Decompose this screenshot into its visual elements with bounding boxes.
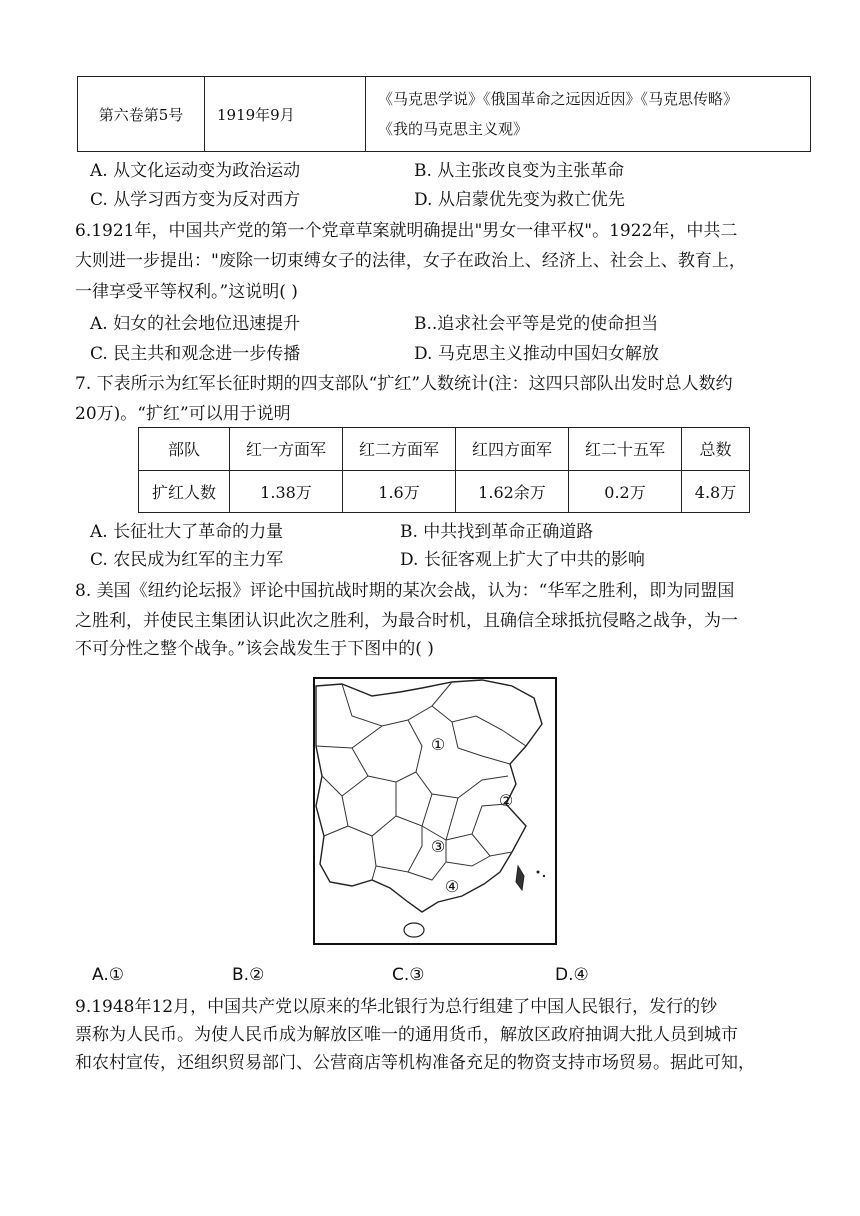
magazine-table [77, 76, 811, 152]
volume-cell: 第六卷第5号 [78, 77, 205, 152]
q9-stem-line: 票称为人民币。为使人民币成为解放区唯一的通用货币，解放区政府抽调大批人员到城市 [75, 1025, 738, 1045]
q8-stem-line: 之胜利，并使民主集团认识此次之胜利，为最合时机，且确信全球抵抗侵略之战争，为一 [75, 611, 738, 631]
q7-stem-line: 20万)。“扩红”可以用于说明 [75, 404, 291, 424]
q7-option-b: B. 中共找到革命正确道路 [400, 522, 594, 542]
data-cell: 1.38万 [230, 470, 343, 513]
q7-option-c: C. 农民成为红军的主力军 [90, 550, 284, 570]
header-cell: 红一方面军 [230, 428, 343, 471]
map-marker-1: ① [430, 735, 446, 754]
articles-cell [366, 77, 811, 152]
map-marker-2: ② [498, 791, 514, 810]
q7-option-d: D. 长征客观上扩大了中共的影响 [400, 550, 645, 570]
data-cell: 4.8万 [682, 470, 750, 513]
q8-stem-line: 8. 美国《纽约论坛报》评论中国抗战时期的某次会战，认为：“华军之胜利，即为同盟国 [75, 581, 735, 601]
q6-stem-line: 一律享受平等权利。”这说明( ) [75, 282, 298, 302]
date-cell: 1919年9月 [205, 77, 366, 152]
data-cell: 0.2万 [569, 470, 682, 513]
q8-option-c: C.③ [392, 965, 425, 985]
table-header-row [139, 428, 750, 471]
data-cell: 1.62余万 [456, 470, 569, 513]
q8-stem-line: 不可分性之整个战争。”该会战发生于下图中的( ) [75, 639, 434, 659]
q6-option-b: B..追求社会平等是党的使命担当 [414, 314, 659, 334]
q6-option-d: D. 马克思主义推动中国妇女解放 [414, 344, 659, 364]
row-label-cell: 扩红人数 [139, 470, 230, 513]
q9-stem-line: 和农村宣传，还组织贸易部门、公营商店等机构准备充足的物资支持市场贸易。据此可知， [75, 1053, 755, 1073]
q5-option-a: A. 从文化运动变为政治运动 [90, 161, 301, 181]
china-map [312, 676, 558, 946]
articles-line: 《马克思学说》《俄国革命之远因近因》《马克思传略》 [378, 90, 739, 108]
q6-option-c: C. 民主共和观念进一步传播 [90, 344, 301, 364]
articles-line: 《我的马克思主义观》 [378, 120, 529, 138]
q6-option-a: A. 妇女的社会地位迅速提升 [90, 314, 301, 334]
q7-stem-line: 7. 下表所示为红军长征时期的四支部队“扩红”人数统计(注：这四只部队出发时总人数约 [75, 374, 733, 394]
header-cell: 红二方面军 [343, 428, 456, 471]
q8-option-d: D.④ [555, 965, 589, 985]
map-marker-3: ③ [430, 837, 446, 856]
table-row [139, 470, 750, 513]
header-cell: 红四方面军 [456, 428, 569, 471]
q7-option-a: A. 长征壮大了革命的力量 [90, 522, 284, 542]
map-marker-4: ④ [444, 877, 460, 896]
header-cell: 红二十五军 [569, 428, 682, 471]
expansion-table [138, 427, 750, 513]
q5-option-b: B. 从主张改良变为主张革命 [414, 161, 625, 181]
q6-stem-line: 6.1921年，中国共产党的第一个党章草案就明确提出"男女一律平权"。1922年，中共二 [75, 221, 738, 241]
q8-option-a: A.① [92, 965, 124, 985]
q9-stem-line: 9.1948年12月，中国共产党以原来的华北银行为总行组建了中国人民银行，发行的钞 [75, 997, 718, 1017]
q5-option-d: D. 从启蒙优先变为救亡优先 [414, 190, 625, 210]
header-cell: 总数 [682, 428, 750, 471]
q6-stem-line: 大则进一步提出："废除一切束缚女子的法律，女子在政治上、经济上、社会上、教育上， [75, 251, 746, 271]
q8-option-b: B.② [232, 965, 265, 985]
q5-option-c: C. 从学习西方变为反对西方 [90, 190, 301, 210]
data-cell: 1.6万 [343, 470, 456, 513]
header-cell: 部队 [139, 428, 230, 471]
